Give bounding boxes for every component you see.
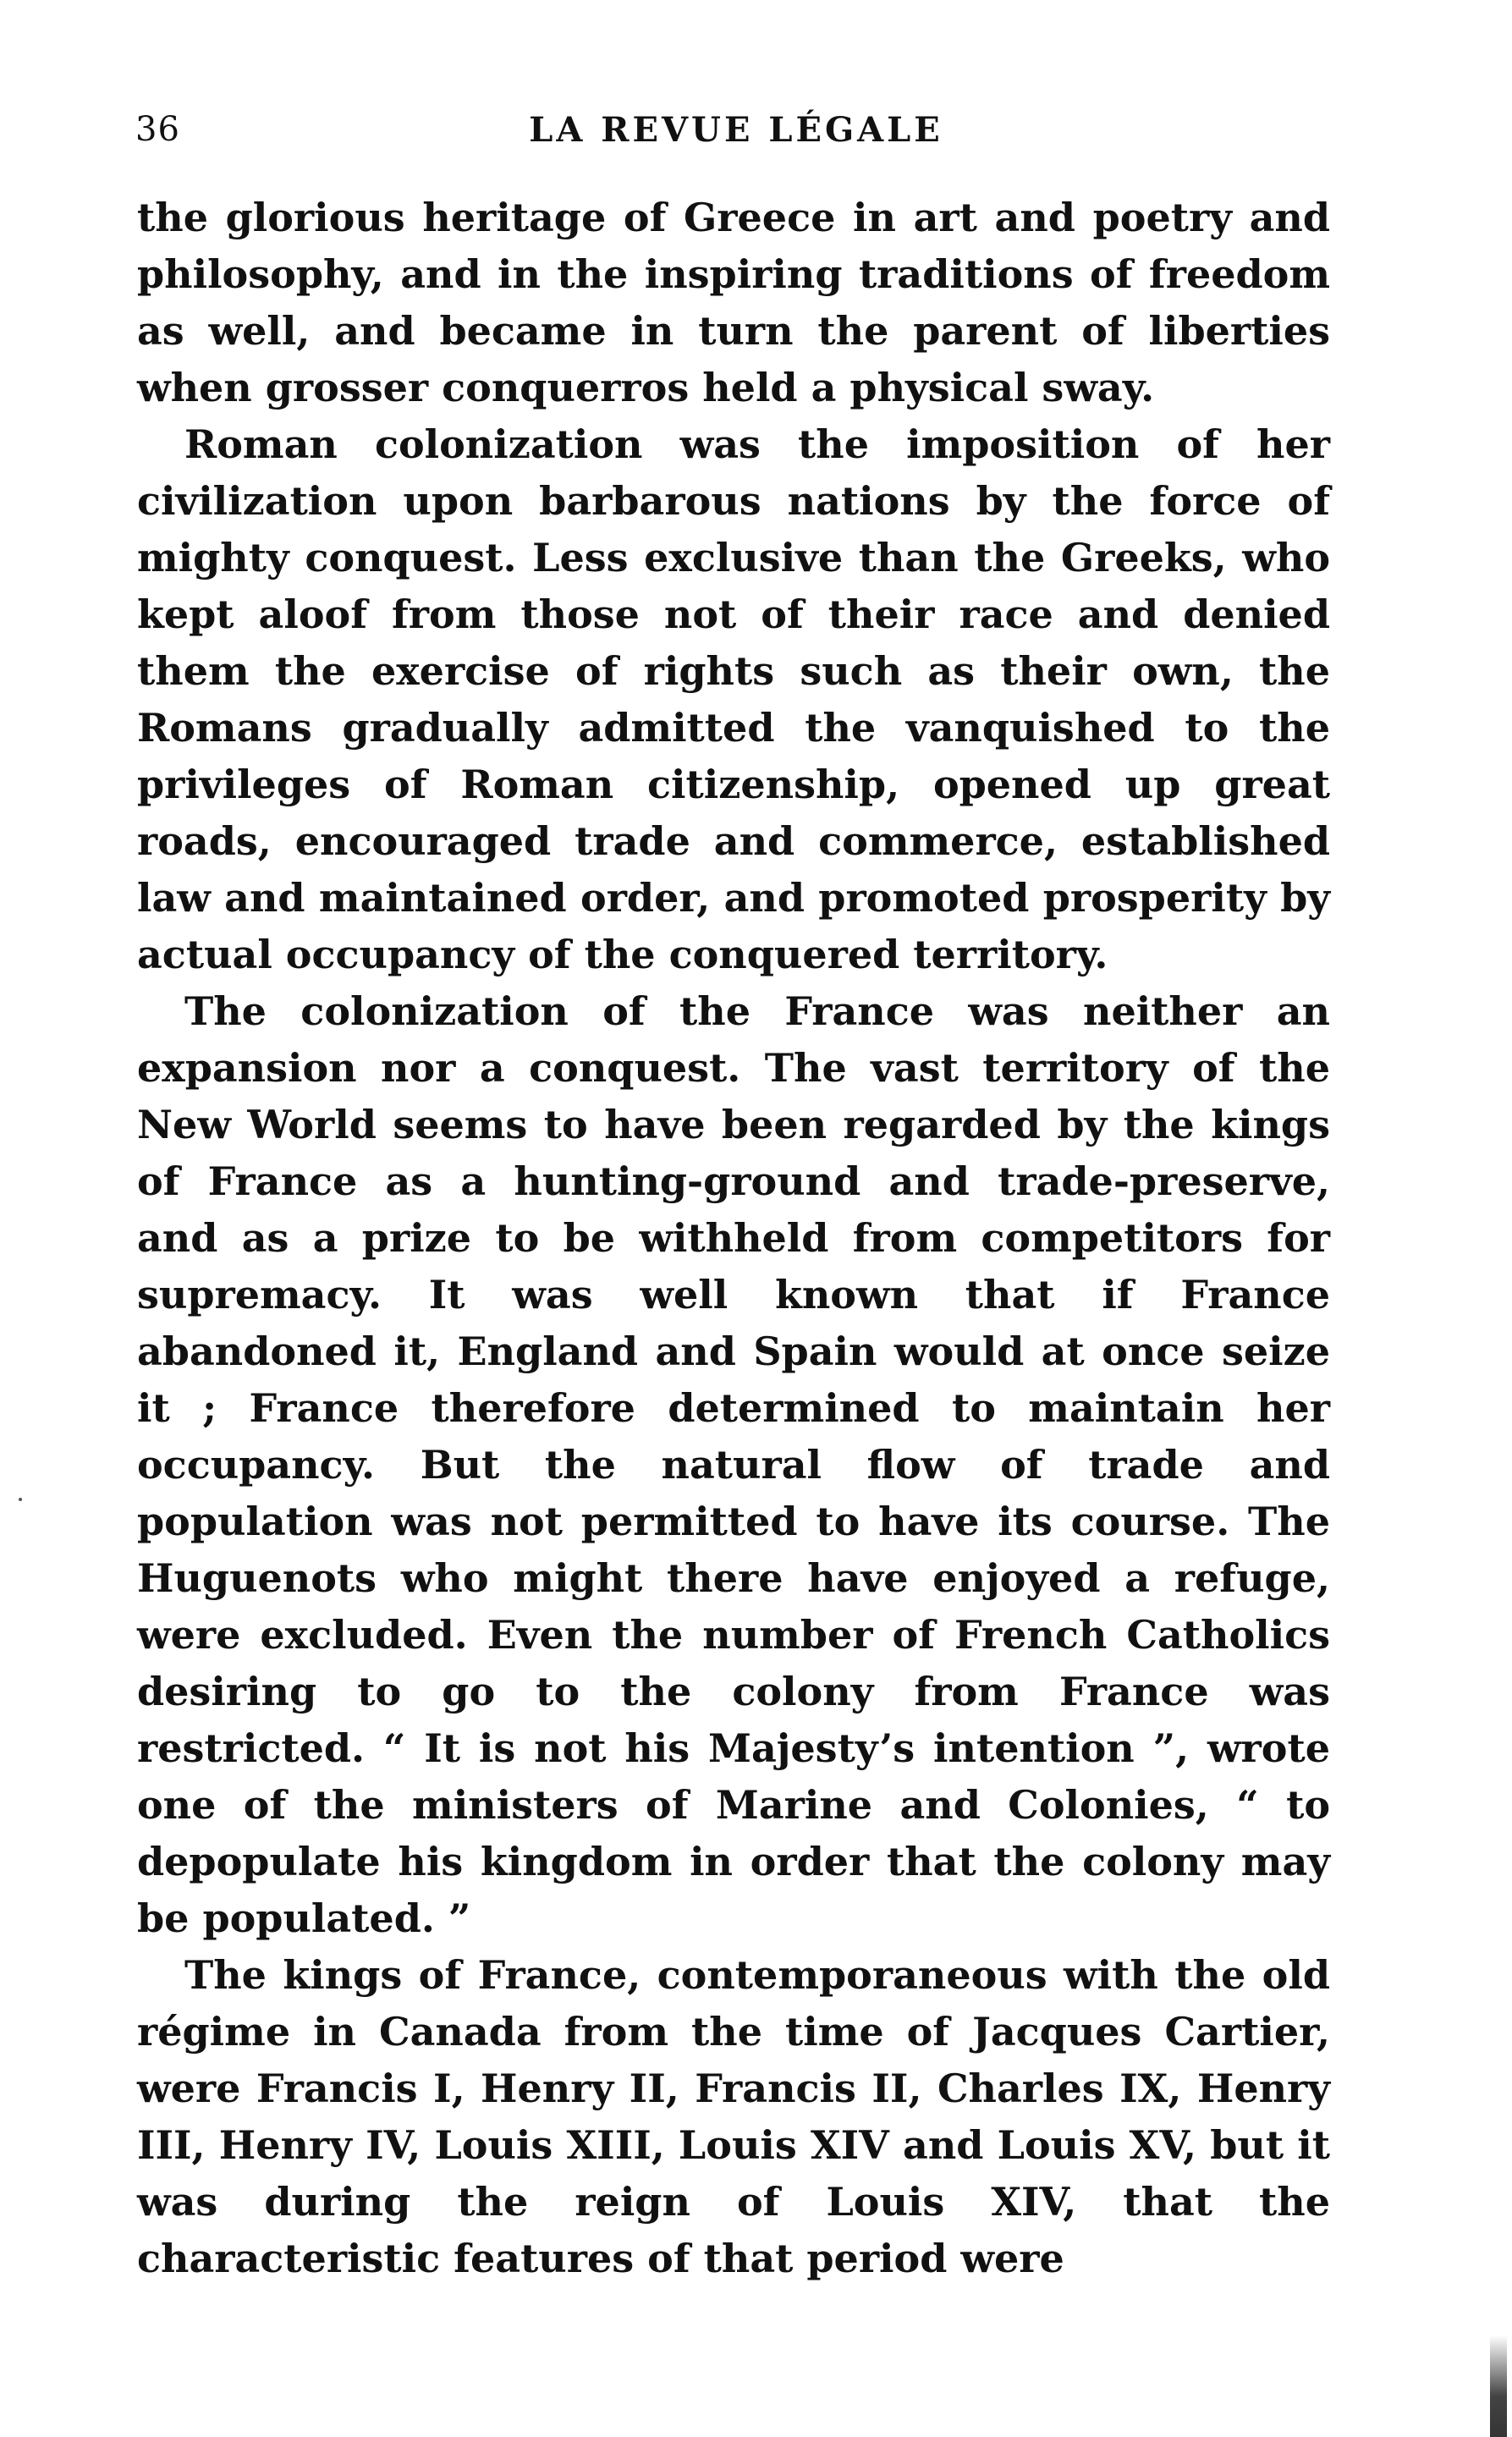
page-number: 36 <box>135 110 180 149</box>
scan-speck <box>19 1498 22 1501</box>
running-head: LA REVUE LÉGALE <box>529 110 943 150</box>
paragraph-3: The colonization of the France was neither an expansion nor a conquest. The vast territory of the New World seems to have been regarded by the kings of France as a hunting-ground and trade-preserve, and as a prize to be withheld from competitors for supremacy. It was well known that if France abandoned it, England and Spain would at once seize it ; France therefore determined to maintain her occupancy. But the natural flow of trade and population was not permitted to have its course. The Huguenots who might there have enjoyed a refuge, were excluded. Even the number of French Catholics desiring to go to the colony from France was restricted. “ It is not his Majesty’s intention ”, wrote one of the ministers of Marine and Colonies, “ to depopulate his kingdom in order that the colony may be populated. ” <box>137 988 1330 1941</box>
paragraph-2: Roman colonization was the imposition of her civilization upon barbarous nations by the force of mighty conquest. Less exclusive than the Greeks, who kept aloof from those not of their race and denied them the exercise of rights such as their own, the Romans gradually admitted the vanquished to the privileges of Roman citizenship, opened up great roads, encouraged trade and commerce, established law and maintained order, and promoted prosperity by actual occupancy of the conquered territory. <box>137 421 1330 977</box>
scan-edge-mark <box>1490 2335 1507 2437</box>
page-header <box>135 110 1337 161</box>
body-text <box>137 190 1330 2287</box>
paragraph-1: the glorious heritage of Greece in art and poetry and philosophy, and in the inspiring traditions of freedom as well, and became in turn the parent of liberties when grosser conquerros held a physical sway. <box>137 195 1330 410</box>
paragraph-4: The kings of France, contemporaneous with the old régime in Canada from the time of Jacques Cartier, were Francis I, Henry II, Francis II, Charles IX, Henry III, Henry IV, Louis XIII, Louis XIV and Louis XV, but it was during the reign of Louis XIV, that the characteristic features of that period were <box>137 1952 1330 2281</box>
